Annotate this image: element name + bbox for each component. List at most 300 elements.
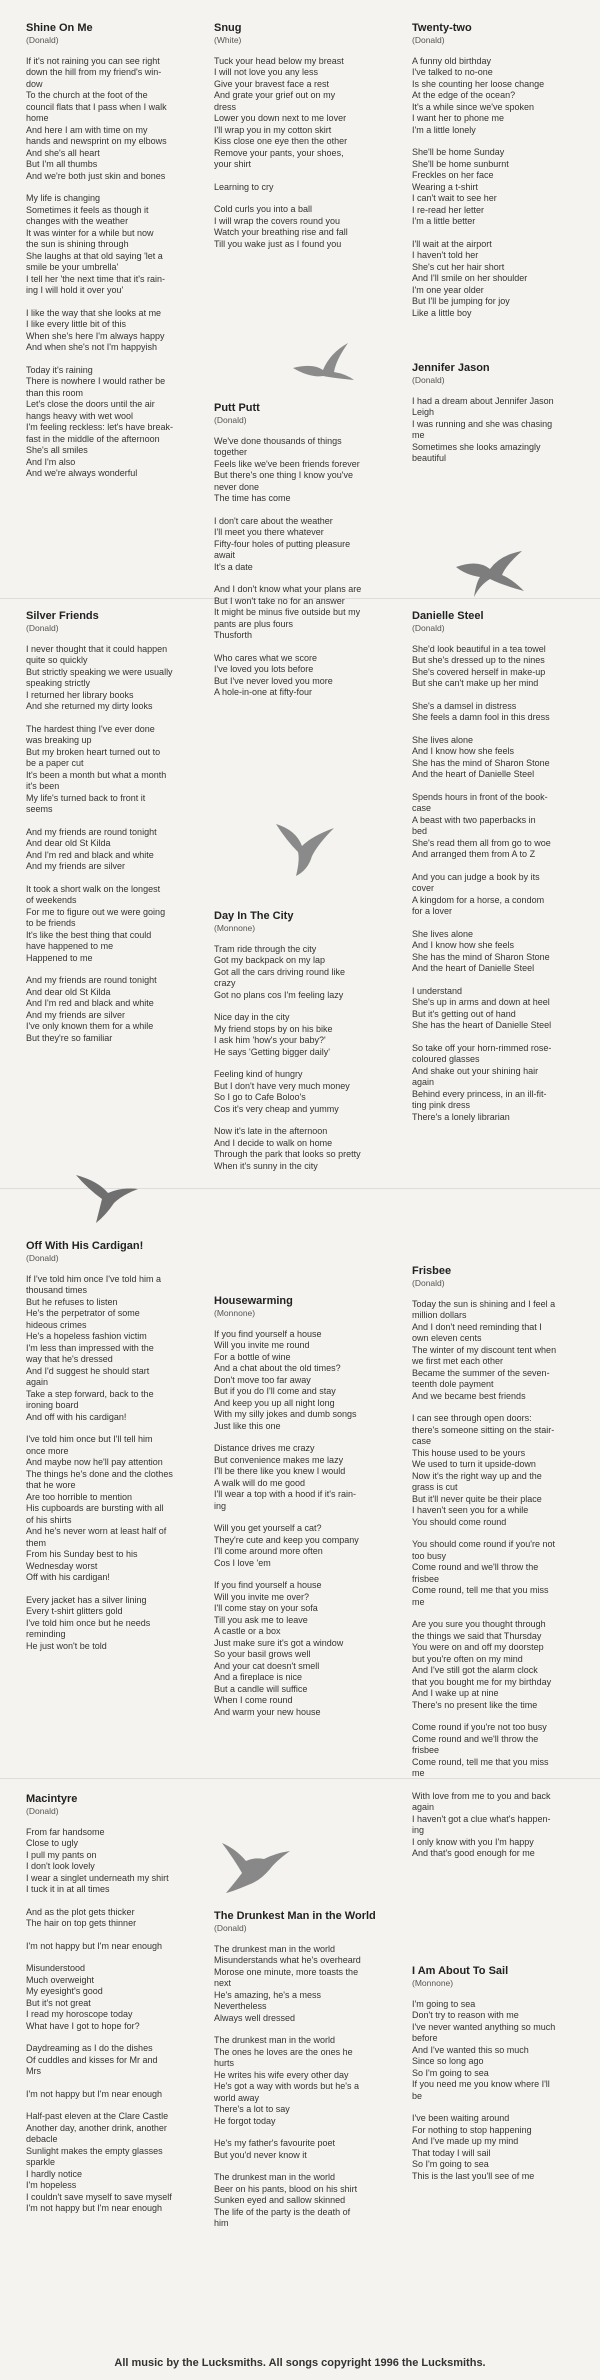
song-title: Housewarming <box>214 1295 293 1307</box>
copyright-footer: All music by the Lucksmiths. All songs copyright 1996 the Lucksmiths. <box>114 2357 486 2369</box>
lyric-line: If it's not raining you can see right <box>26 55 160 66</box>
stanza <box>214 653 361 699</box>
lyric-line: Of cuddles and kisses for Mr and <box>26 2054 158 2065</box>
lyric-line: hurts <box>214 2058 235 2068</box>
lyric-line: The hardest thing I've ever done <box>26 723 155 734</box>
lyric-line: I'm hopeless <box>26 2180 77 2190</box>
lyric-line: She has the heart of Danielle Steel <box>412 1020 552 1030</box>
stanza <box>26 827 173 873</box>
lyric-line: ironing board <box>26 1400 79 1410</box>
song-shine <box>26 22 173 491</box>
lyric-line: I'll be there like you knew I would <box>214 1466 346 1476</box>
lyric-line: ing I will hold it over you' <box>26 285 124 295</box>
lyric-line: again <box>412 1802 435 1812</box>
lyric-line: sparkle <box>26 2157 56 2167</box>
lyric-line: world away <box>214 2092 260 2103</box>
lyric-line: Wednesday worst <box>26 1560 98 1571</box>
lyric-line: Learning to cry <box>214 181 274 192</box>
lyric-line: And grate your grief out on my <box>214 90 336 100</box>
lyric-line: And I know how she feels <box>412 940 515 950</box>
lyric-line: The ones he loves are the ones he <box>214 2046 353 2057</box>
song-author: (Monnone) <box>214 1308 256 1318</box>
stanza <box>214 1069 361 1115</box>
lyric-line: And I don't know what your plans are <box>214 584 362 594</box>
lyric-line: Come round, tell me that you miss <box>412 1585 549 1595</box>
lyric-line: changes with the weather <box>26 216 129 226</box>
lyric-line: Is she counting her loose change <box>412 78 545 89</box>
lyric-line: I'm feeling reckless: let's have break- <box>26 422 173 432</box>
song-author: (Donald) <box>26 35 59 45</box>
lyric-line: Misunderstands what he's overheard <box>214 1955 361 1965</box>
lyric-line: Misunderstood <box>26 1963 86 1973</box>
lyric-line: And I've still got the alarm clock <box>412 1665 538 1675</box>
lyric-line: ing <box>412 1825 425 1835</box>
lyric-line: grass is cut <box>412 1482 458 1492</box>
lyric-line: My life's turned back to front it <box>26 792 146 803</box>
stanza <box>214 2138 376 2161</box>
lyric-line: The winter of my discount tent when <box>412 1344 557 1355</box>
lyric-line: million dollars <box>412 1310 467 1320</box>
lyric-line: them <box>26 1537 47 1548</box>
lyric-line: I'm a little better <box>412 216 476 226</box>
lyric-line: He's my father's favourite poet <box>214 2138 335 2148</box>
stanza <box>412 147 544 228</box>
stanza <box>26 724 173 816</box>
lyric-line: Cold curls you into a ball <box>214 204 313 214</box>
stanza <box>26 1274 173 1424</box>
lyric-line: She's covered herself in make-up <box>412 666 546 677</box>
song-title: I Am About To Sail <box>412 1965 509 1977</box>
lyric-line: He's the perpetrator of some <box>26 1308 140 1318</box>
lyric-line: I never thought that it could happen <box>26 643 168 654</box>
lyric-line: Feeling kind of hungry <box>214 1069 303 1079</box>
lyric-line: Mrs <box>26 2066 41 2076</box>
lyric-line: You should come round if you're not <box>412 1539 555 1549</box>
lyric-line: thousand times <box>26 1285 88 1295</box>
lyric-line: A walk will do me good <box>214 1477 306 1488</box>
lyric-line: Always well dressed <box>214 2012 296 2023</box>
lyric-line: Remove your pants, your shoes, <box>214 147 344 158</box>
lyric-line: It's a date <box>214 561 253 572</box>
lyric-line: So your basil grows well <box>214 1649 311 1659</box>
lyric-line: reminding <box>26 1629 66 1639</box>
lyric-line: She'll be home sunburnt <box>412 158 509 169</box>
lyric-line: And I've made up my mind <box>412 2136 519 2146</box>
lyric-line: We've done thousands of things <box>214 435 342 446</box>
lyric-line: It might be minus five outside but my <box>214 607 361 617</box>
song-sail <box>412 1965 555 2193</box>
stanza <box>26 2043 172 2078</box>
bird-illustration <box>288 338 358 388</box>
lyric-line: Got my backpack on my lap <box>214 955 326 965</box>
lyric-line: Today the sun is shining and I feel a <box>412 1298 556 1309</box>
stanza <box>214 1329 359 1433</box>
lyric-line: I couldn't save myself to save myself <box>26 2191 172 2202</box>
lyric-line: the sun is shining through <box>26 239 129 249</box>
stanza <box>26 1595 173 1653</box>
lyric-line: Feels like we've been friends forever <box>214 458 360 469</box>
lyric-line: But I've never loved you more <box>214 675 333 686</box>
lyric-line: hands and newsprint on my elbows <box>26 136 167 146</box>
lyric-line: But I won't take no for an answer <box>214 595 345 606</box>
lyric-line: And I'll smile on her shoulder <box>412 273 528 283</box>
lyric-line: The drunkest man in the world <box>214 1943 336 1954</box>
lyric-line: own eleven cents <box>412 1333 482 1343</box>
lyric-line: Just make sure it's got a window <box>214 1637 344 1648</box>
lyric-line: I've loved you lots before <box>214 664 314 674</box>
lyric-line: beautiful <box>412 453 447 463</box>
lyric-line: we first met each other <box>412 1356 504 1366</box>
lyric-line: fast in the middle of the afternoon <box>26 433 160 444</box>
lyric-line: I'm a little lonely <box>412 124 476 135</box>
lyric-line: And I don't need reminding that I <box>412 1321 542 1332</box>
lyric-line: me <box>412 1768 425 1778</box>
lyric-line: smile be your umbrella' <box>26 262 119 272</box>
stanza <box>214 2035 376 2127</box>
lyric-line: Now it's late in the afternoon <box>214 1126 328 1136</box>
stanza <box>412 929 551 975</box>
lyric-line: So I go to Cafe Boloo's <box>214 1092 306 1102</box>
lyric-line: A beast with two paperbacks in <box>412 814 536 825</box>
goose-illustration <box>214 1835 294 1895</box>
lyric-line: too busy <box>412 1550 447 1561</box>
lyric-line: The life of the party is the death of <box>214 2206 351 2217</box>
lyric-line: Wearing a t-shirt <box>412 181 478 192</box>
stanza <box>214 1126 361 1172</box>
lyric-line: So I'm going to sea <box>412 2159 489 2169</box>
lyric-line: And we're always wonderful <box>26 468 138 478</box>
lyric-line: The things he's done and the clothes <box>26 1468 173 1479</box>
lyric-line: There's no present like the time <box>412 1699 538 1710</box>
stanza <box>412 1413 556 1528</box>
lyric-line: She lives alone <box>412 734 474 745</box>
lyric-line: And I wake up at nine <box>412 1688 499 1698</box>
stanza <box>412 1043 551 1124</box>
lyric-line: A kingdom for a horse, a condom <box>412 894 545 905</box>
lyric-line: And we're both just skin and bones <box>26 170 166 181</box>
lyric-line: But they're so familiar <box>26 1032 113 1043</box>
lyric-line: Nice day in the city <box>214 1012 290 1022</box>
stanza <box>214 436 361 505</box>
lyric-line: Cos I love 'em <box>214 1557 271 1568</box>
lyric-line: With my silly jokes and dumb songs <box>214 1409 357 1419</box>
lyric-line: coloured glasses <box>412 1054 480 1064</box>
lyric-line: before <box>412 2033 438 2043</box>
lyric-line: She's cut her hair short <box>412 261 505 272</box>
lyric-line: And we became best friends <box>412 1390 526 1401</box>
lyric-line: But a candle will suffice <box>214 1683 308 1694</box>
song-title: Putt Putt <box>214 402 260 414</box>
lyric-line: He's a hopeless fashion victim <box>26 1331 147 1341</box>
lyric-line: him <box>214 2218 229 2228</box>
lyric-line: What have I got to hope for? <box>26 2020 140 2031</box>
lyric-line: And the heart of Danielle Steel <box>412 769 535 779</box>
lyric-line: Tuck your head below my breast <box>214 55 344 66</box>
lyric-line: When I come round <box>214 1695 293 1705</box>
lyric-line: She has the mind of Sharon Stone <box>412 951 550 962</box>
stanza <box>412 644 551 690</box>
lyric-line: I'll come around more often <box>214 1546 323 1556</box>
lyric-line: Spends hours in front of the book- <box>412 791 548 802</box>
song-author: (Donald) <box>214 1923 247 1933</box>
lyric-line: Kiss close one eye then the other <box>214 136 348 146</box>
lyric-line: But it's not great <box>26 1997 91 2008</box>
lyric-line: I've told him once but he needs <box>26 1617 151 1628</box>
song-title: Danielle Steel <box>412 610 484 622</box>
stanza <box>26 644 173 713</box>
lyric-line: Will you invite me over? <box>214 1591 310 1602</box>
lyric-line: Distance drives me crazy <box>214 1443 315 1453</box>
lyric-line: The time has come <box>214 493 291 503</box>
lyric-line: I'll meet you there whatever <box>214 527 324 537</box>
lyric-line: But my broken heart turned out to <box>26 746 161 757</box>
lyric-line: be <box>412 2090 423 2101</box>
lyric-line: And when she's not I'm happyish <box>26 342 158 352</box>
stanza <box>412 701 551 724</box>
lyric-line: Lower you down next to me lover <box>214 113 347 123</box>
stanza <box>412 986 551 1032</box>
lyric-line: At the edge of the ocean? <box>412 90 516 100</box>
lyric-line: Who cares what we score <box>214 652 318 663</box>
lyric-line: I'm not happy but I'm near enough <box>26 1940 163 1951</box>
lyric-line: I had a dream about Jennifer Jason <box>412 395 554 406</box>
song-author: (Donald) <box>214 415 247 425</box>
lyric-line: Will you invite me round <box>214 1340 310 1350</box>
lyric-line: of weekends <box>26 895 77 905</box>
lyric-line: I haven't got a clue what's happen- <box>412 1813 551 1824</box>
lyric-line: She'd look beautiful in a tea towel <box>412 643 546 654</box>
song-author: (White) <box>214 35 242 45</box>
stanza <box>26 1907 172 1930</box>
lyric-line: Give your bravest face a rest <box>214 78 330 89</box>
lyric-line: ting pink dress <box>412 1100 471 1110</box>
lyric-line: But she can't make up her mind <box>412 678 539 688</box>
lyric-line: Fifty-four holes of putting pleasure <box>214 538 351 549</box>
lyric-line: And keep you up all night long <box>214 1397 335 1408</box>
lyric-line: for a lover <box>412 906 453 916</box>
lyric-line: His cupboards are bursting with all <box>26 1503 164 1513</box>
song-silver <box>26 610 173 1055</box>
lyric-line: frisbee <box>412 1745 440 1755</box>
lyric-line: Today it's raining <box>26 364 93 375</box>
stanza <box>412 735 551 781</box>
lyric-line: He forgot today <box>214 2115 276 2126</box>
lyric-line: hangs heavy with wet wool <box>26 410 134 421</box>
lyric-line: again <box>26 1377 49 1387</box>
lyric-line: to be friends <box>26 918 76 928</box>
lyric-line: And arranged them from A to Z <box>412 849 536 859</box>
lyric-line: Are you sure you thought through <box>412 1619 546 1629</box>
stanza <box>412 1722 556 1780</box>
lyric-line: But I'll be jumping for joy <box>412 296 510 306</box>
lyric-line: frisbee <box>412 1573 440 1584</box>
stanza <box>412 872 551 918</box>
lyric-line: me <box>412 430 425 440</box>
lyric-line: And she's all heart <box>26 147 100 158</box>
lyric-line: And your cat doesn't smell <box>214 1660 320 1671</box>
lyric-line: He says 'Getting bigger daily' <box>214 1046 330 1057</box>
lyric-line: Sometimes she looks amazingly <box>412 441 541 452</box>
lyric-line: A hole-in-one at fifty-four <box>214 687 313 697</box>
song-author: (Donald) <box>412 375 445 385</box>
lyric-line: From far handsome <box>26 1826 105 1837</box>
lyric-line: And shake out your shining hair <box>412 1065 539 1076</box>
lyric-line: home <box>26 113 49 123</box>
lyric-line: Behind every princess, in an ill-fit- <box>412 1088 547 1099</box>
lyric-line: She has the mind of Sharon Stone <box>412 757 550 768</box>
lyric-line: hideous crimes <box>26 1319 87 1330</box>
stanza <box>26 308 173 354</box>
lyric-line: council flats that I pass when I walk <box>26 101 167 112</box>
song-jennifer <box>412 362 554 476</box>
lyric-line: It took a short walk on the longest <box>26 883 161 894</box>
lyric-line: But it'll never quite be their place <box>412 1493 542 1504</box>
stanza <box>26 365 173 480</box>
lyric-line: I've been waiting around <box>412 2113 510 2123</box>
song-title: Snug <box>214 22 242 34</box>
lyric-line: And he's never worn at least half of <box>26 1526 167 1536</box>
lyric-line: Morose one minute, more toasts the <box>214 1966 359 1977</box>
lyric-line: But it's getting out of hand <box>412 1008 516 1019</box>
lyric-line: That today I will sail <box>412 2147 491 2158</box>
lyric-line: me <box>412 1596 425 1607</box>
lyric-line: that you bought me for my birthday <box>412 1676 552 1687</box>
song-author: (Monnone) <box>214 923 256 933</box>
lyric-line: I haven't seen you for a while <box>412 1505 529 1515</box>
lyric-line: When she's here I'm always happy <box>26 330 165 341</box>
song-title: Jennifer Jason <box>412 362 490 374</box>
lyric-line: Sunken eyed and sallow skinned <box>214 2195 346 2205</box>
lyric-line: cover <box>412 883 435 893</box>
lyric-line: But he refuses to listen <box>26 1296 118 1307</box>
song-author: (Donald) <box>412 1278 445 1288</box>
song-author: (Donald) <box>26 623 59 633</box>
stanza <box>412 1619 556 1711</box>
lyric-line: She'll be home Sunday <box>412 147 505 157</box>
lyric-line: And my friends are silver <box>26 1009 126 1020</box>
song-title: Twenty-two <box>412 22 472 34</box>
lyric-line: I don't look lovely <box>26 1861 95 1871</box>
lyric-line: Another day, another drink, another <box>26 2122 167 2133</box>
lyric-line: Come round if you're not too busy <box>412 1722 547 1732</box>
stanza <box>214 584 361 642</box>
lyric-line: I re-read her letter <box>412 204 485 215</box>
lyric-line: teenth dole payment <box>412 1379 494 1389</box>
lyric-line: once more <box>26 1445 69 1456</box>
lyric-line: She feels a damn fool in this dress <box>412 712 550 722</box>
stanza <box>214 1580 359 1718</box>
bird-illustration <box>268 810 338 880</box>
lyric-line: And my friends are silver <box>26 861 126 871</box>
stanza <box>26 2111 172 2215</box>
lyric-line: Cos it's very cheap and yummy <box>214 1103 339 1114</box>
lyric-line: The drunkest man in the world <box>214 2035 336 2045</box>
lyric-line: Don't move too far away <box>214 1374 311 1385</box>
lyric-line: It's a while since we've spoken <box>412 101 534 112</box>
lyric-line: Half-past eleven at the Clare Castle <box>26 2111 169 2121</box>
lyric-line: I'm not happy but I'm near enough <box>26 2203 163 2213</box>
lyric-line: I'll wear a top with a hood if it's rain- <box>214 1489 357 1499</box>
lyric-line: This is the last you'll see of me <box>412 2170 535 2181</box>
lyric-line: But I don't have very much money <box>214 1080 350 1091</box>
lyric-line: And my friends are round tonight <box>26 975 157 985</box>
lyric-line: And dear old St Kilda <box>26 986 111 997</box>
stanza <box>214 182 348 194</box>
lyric-line: I'll wrap you in my cotton skirt <box>214 124 332 135</box>
stanza <box>26 1963 172 2032</box>
song-title: Silver Friends <box>26 610 99 622</box>
stanza <box>26 2089 172 2101</box>
lyric-line: So take off your horn-rimmed rose- <box>412 1042 552 1053</box>
stanza <box>214 2172 376 2230</box>
lyric-line: Will you get yourself a cat? <box>214 1523 322 1533</box>
lyric-line: The hair on top gets thinner <box>26 1918 137 1928</box>
lyric-line: Come round, tell me that you miss <box>412 1756 549 1767</box>
lyric-line: He's got a way with words but he's a <box>214 2081 360 2091</box>
lyric-line: A castle or a box <box>214 1626 281 1636</box>
song-title: Frisbee <box>412 1265 452 1277</box>
lyric-line: Since so long ago <box>412 2056 484 2066</box>
lyric-line: ing <box>214 1500 227 1511</box>
lyric-line: But there's one thing I know you've <box>214 470 354 480</box>
lyric-line: For me to figure out we were going <box>26 906 166 917</box>
lyric-line: But you'd never know it <box>214 2149 307 2160</box>
lyric-line: To the church at the foot of the <box>26 90 148 100</box>
lyric-line: We used to turn it upside-down <box>412 1459 536 1469</box>
stanza <box>412 792 551 861</box>
lyric-line: way that he's dressed <box>26 1354 113 1364</box>
bird-illustration <box>72 1165 142 1225</box>
lyric-line: Much overweight <box>26 1974 95 1985</box>
lyric-line: And I decide to walk on home <box>214 1137 333 1148</box>
lyric-line: I like the way that she looks at me <box>26 307 162 318</box>
lyric-line: crazy <box>214 978 236 988</box>
lyric-line: And I know how she feels <box>412 746 515 756</box>
lyric-line: Don't try to reason with me <box>412 2010 519 2020</box>
stanza <box>26 884 173 965</box>
lyric-line: He writes his wife every other day <box>214 2069 349 2080</box>
lyric-line: Beer on his pants, blood on his shirt <box>214 2183 358 2194</box>
lyric-line: I understand <box>412 985 463 996</box>
lyric-line: And I'm red and black and white <box>26 849 154 860</box>
lyric-line: Till you ask me to leave <box>214 1614 308 1625</box>
lyric-line: But I'm all thumbs <box>26 159 98 169</box>
lyric-line: never done <box>214 481 260 492</box>
lyric-line: They're cute and keep you company <box>214 1534 359 1545</box>
lyric-line: I'm not happy but I'm near enough <box>26 2088 163 2099</box>
lyric-line: Through the park that looks so pretty <box>214 1149 361 1159</box>
lyric-line: From his Sunday best to his <box>26 1549 138 1559</box>
stanza <box>26 975 173 1044</box>
lyric-line: Leigh <box>412 407 435 417</box>
lyric-line: She lives alone <box>412 928 474 939</box>
lyric-line: I like every little bit of this <box>26 319 127 329</box>
song-title: Off With His Cardigan! <box>26 1240 144 1252</box>
lyric-line: I tell her 'the next time that it's rain- <box>26 273 165 284</box>
lyric-line: I'm going to sea <box>412 1998 476 2009</box>
song-danielle <box>412 610 551 1134</box>
song-title: Macintyre <box>26 1793 78 1805</box>
lyric-line: It was winter for a while but now <box>26 227 154 238</box>
lyric-line: I want her to phone me <box>412 113 505 123</box>
lyric-line: And she returned my dirty looks <box>26 701 153 711</box>
lyric-line: down the hill from my friend's win- <box>26 67 162 77</box>
lyric-line: I'm less than impressed with the <box>26 1342 154 1353</box>
lyric-line: I haven't told her <box>412 250 479 260</box>
lyric-line: And I'd suggest he should start <box>26 1365 150 1376</box>
lyric-line: And I'm red and black and white <box>26 998 154 1008</box>
lyric-line: For a bottle of wine <box>214 1351 291 1362</box>
